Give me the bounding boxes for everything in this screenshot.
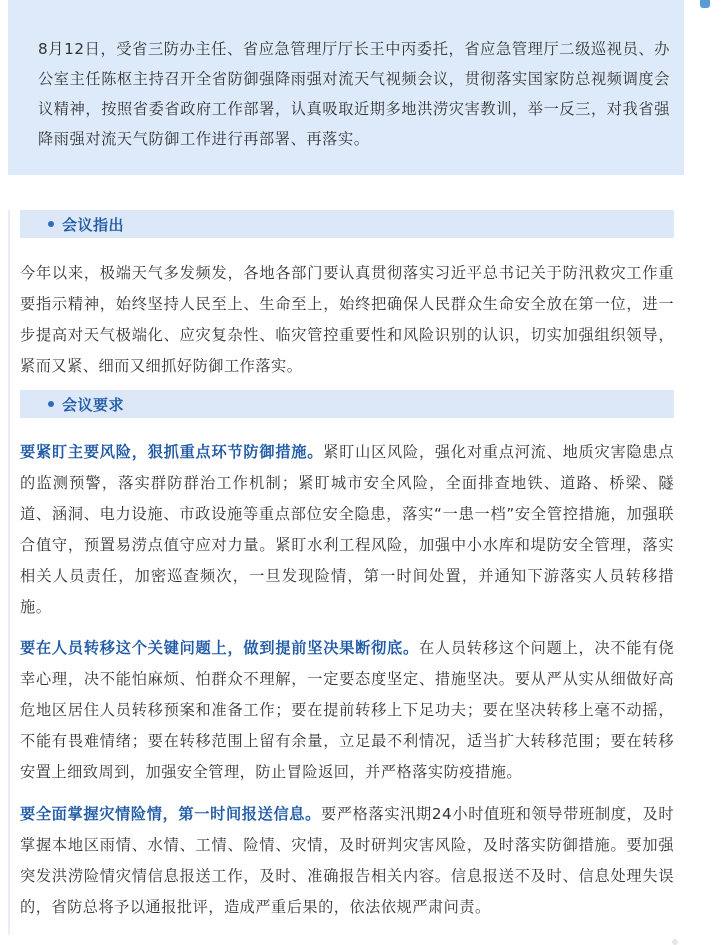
section-header-meeting-points bbox=[20, 210, 674, 238]
bullet-dot-icon bbox=[48, 401, 54, 407]
paragraph-body: 在人员转移这个问题上，决不能有侥幸心理，决不能怕麻烦、怕群众不理解，一定要态度坚定、措施坚决。要从严从实从细做好高危地区居住人员转移预案和准备工作；要在提前转移上下足功夫；要在坚决转移上毫不动摇，不能有畏难情绪；要在转移范围上留有余量，立足最不利情况，适当扩大转移范围；要在转移安置上细致周到，加强安全管理，防止冒险返回，并严格落实防疫措施。 bbox=[20, 639, 675, 781]
paragraph-requirement-2 bbox=[20, 633, 674, 788]
corner-decoration bbox=[700, 0, 710, 8]
paragraph-lead: 要在人员转移这个关键问题上，做到提前坚决果断彻底。 bbox=[20, 639, 419, 657]
corner-dot-decoration bbox=[672, 939, 678, 945]
section-title: 会议要求 bbox=[62, 395, 125, 414]
section-header-meeting-requirements bbox=[20, 390, 674, 418]
paragraph-requirement-3 bbox=[20, 799, 674, 923]
intro-text: 8月12日，受省三防办主任、省应急管理厅厅长王中丙委托，省应急管理厅二级巡视员、办公室主任陈枢主持召开全省防御强降雨强对流天气视频会议，贯彻落实国家防总视频调度会议精神，按照省委省政府工作部署，认真吸取近期多地洪涝灾害教训，举一反三，对我省强降雨强对流天气防御工作进行再部署、再落实。 bbox=[38, 40, 670, 148]
paragraph-body: 紧盯山区风险，强化对重点河流、地质灾害隐患点的监测预警，落实群防群治工作机制；紧盯城市安全风险，全面排查地铁、道路、桥梁、隧道、涵洞、电力设施、市政设施等重点部位安全隐患，落实“一患一档”安全管控措施，加强联合值守，预置易涝点值守应对力量。紧盯水利工程风险，加强中小水库和堤防安全管理，落实相关人员责任，加密巡查频次，一旦发现险情，第一时间处置，并通知下游落实人员转移措施。 bbox=[20, 443, 675, 616]
left-border-line bbox=[8, 210, 10, 935]
paragraph-body: 要严格落实汛期24小时值班和领导带班制度，及时掌握本地区雨情、水情、工情、险情、灾情，及时研判灾害风险，及时落实防御措施。要加强突发洪涝险情灾情信息报送工作，及时、准确报告相关内容。信息报送不及时、信息处理失误的，省防总将予以通报批评，造成严重后果的，依法依规严肃问责。 bbox=[20, 805, 675, 916]
paragraph-requirement-1 bbox=[20, 437, 674, 623]
paragraph-lead: 要紧盯主要风险，狠抓重点环节防御措施。 bbox=[20, 443, 324, 461]
bullet-dot-icon bbox=[48, 221, 54, 227]
section-title: 会议指出 bbox=[62, 215, 125, 234]
paragraph-body: 今年以来，极端天气多发频发，各地各部门要认真贯彻落实习近平总书记关于防汛救灾工作重要指示精神，始终坚持人民至上、生命至上，始终把确保人民群众生命安全放在第一位，进一步提高对天气极端化、应灾复杂性、临灾管控重要性和风险识别的认识，切实加强组织领导，紧而又紧、细而又细抓好防御工作落实。 bbox=[20, 264, 674, 375]
intro-box bbox=[8, 0, 684, 175]
paragraph-meeting-points bbox=[20, 258, 674, 382]
paragraph-lead: 要全面掌握灾情险情，第一时间报送信息。 bbox=[20, 805, 321, 823]
